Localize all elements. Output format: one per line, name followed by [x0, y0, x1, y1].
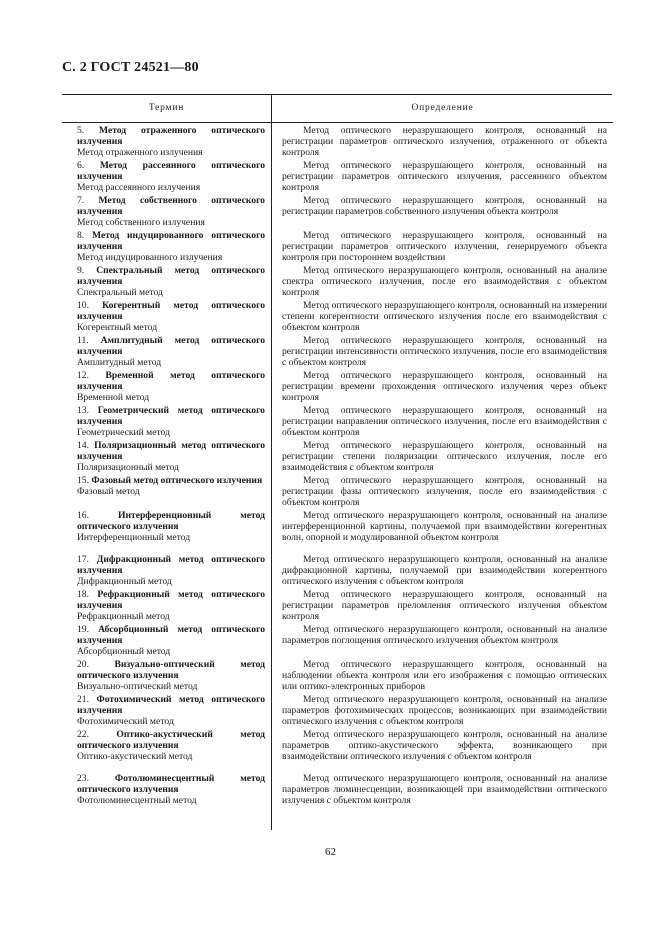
term-name	[77, 694, 265, 716]
term-alias: Геометрический метод	[77, 427, 170, 438]
table-row	[62, 160, 612, 193]
definition-cell: Метод оптического неразрушающего контроля, основанный на регистрации фазы оптического излучения, после его взаимодействия с объектом контроля	[282, 475, 607, 508]
definition-cell: Метод оптического неразрушающего контроля, основанный на анализе спектра оптического излучения, после его взаимодействия с объектом контроля	[282, 265, 607, 298]
term-number: 8.	[77, 230, 85, 241]
table-row	[62, 624, 612, 657]
definition-cell: Метод оптического неразрушающего контроля, основанный на регистрации параметров собственного излучения объекта контроля	[282, 195, 607, 217]
term-number: 6.	[77, 160, 85, 171]
term-number: 22.	[77, 729, 89, 740]
definition-cell: Метод оптического неразрушающего контроля, основанный на регистрации интенсивности оптического излучения, после его взаимодействия с объектом контроля	[282, 335, 607, 368]
definition-cell: Метод оптического неразрушающего контроля, основанный на анализе параметров оптико-акустического эффекта, возникающего при взаимодействии оптического излучения с объектом контроля	[282, 729, 607, 762]
term-column-header: Термин	[62, 95, 271, 123]
term-title: Метод индуцированного оптического излучения	[77, 230, 265, 252]
term-cell	[62, 510, 265, 543]
page-header: С. 2 ГОСТ 24521—80	[62, 60, 199, 75]
term-alias: Метод собственного излучения	[77, 217, 205, 228]
term-number: 13.	[77, 405, 89, 416]
term-cell	[62, 300, 265, 333]
definition-cell: Метод оптического неразрушающего контроля, основанный на регистрации параметров преломления оптического излучения объектом контроля	[282, 589, 607, 622]
term-title: Фотолюминесцентный метод оптического излучения	[77, 773, 265, 795]
definition-cell: Метод оптического неразрушающего контроля, основанный на измерении степени когерентности оптического излучения после его взаимодействия с объектом контроля	[282, 300, 607, 333]
term-cell	[62, 370, 265, 403]
term-title: Рефракционный метод оптического излучения	[77, 589, 265, 611]
table-row	[62, 729, 612, 762]
term-alias: Визуально-оптический метод	[77, 681, 198, 692]
term-cell	[62, 195, 265, 228]
term-name	[77, 475, 265, 486]
term-alias: Абсорбционный метод	[77, 646, 171, 657]
table-row	[62, 773, 612, 806]
table-row	[62, 475, 612, 508]
table-row	[62, 440, 612, 473]
term-alias: Метод отраженного излучения	[77, 147, 203, 158]
term-alias: Метод индуцированного излучения	[77, 252, 223, 263]
term-title: Спектральный метод оптического излучения	[77, 265, 265, 287]
term-name	[77, 370, 265, 392]
terms-table	[62, 94, 612, 830]
table-rows	[62, 125, 612, 808]
term-alias: Амплитудный метод	[77, 357, 162, 368]
definition-cell: Метод оптического неразрушающего контроля, основанный на регистрации параметров оптического излучения, рассеянного объектом контроля	[282, 160, 607, 193]
definition-cell: Метод оптического неразрушающего контроля, основанный на анализе интерференционной картины, получаемой при взаимодействии когерентных волн, опорной и модулированной объектом контроля	[282, 510, 607, 543]
term-title: Амплитудный метод оптического излучения	[77, 335, 265, 357]
term-number: 9.	[77, 265, 85, 276]
term-alias: Спектральный метод	[77, 287, 163, 298]
term-name	[77, 440, 265, 462]
term-name	[77, 659, 265, 681]
term-name	[77, 510, 265, 532]
definition-cell: Метод оптического неразрушающего контроля, основанный на анализе параметров люминесценции, возникающей при взаимодействии оптического излучения с объектом контроля	[282, 773, 607, 806]
term-cell	[62, 729, 265, 762]
definition-cell: Метод оптического неразрушающего контроля, основанный на анализе дифракционной картины, получаемой при взаимодействии когерентного оптического излучения с объектом контроля	[282, 554, 607, 587]
term-name	[77, 265, 265, 287]
term-name	[77, 335, 265, 357]
definition-cell: Метод оптического неразрушающего контроля, основанный на регистрации параметров оптического излучения, отраженного от объекта контроля	[282, 125, 607, 158]
term-name	[77, 773, 265, 795]
term-cell	[62, 554, 265, 587]
term-title: Абсорбционный метод оптического излучения	[77, 624, 265, 646]
definition-cell: Метод оптического неразрушающего контроля, основанный на регистрации степени поляризации оптического излучения, после его взаимодействия с объектом контроля	[282, 440, 607, 473]
definition-cell: Метод оптического неразрушающего контроля, основанный на регистрации направления оптического излучения, после его взаимодействия с объектом контроля	[282, 405, 607, 438]
page-number: 62	[325, 846, 336, 858]
term-number: 23.	[77, 773, 89, 784]
term-cell	[62, 440, 265, 473]
term-alias: Временной метод	[77, 392, 150, 403]
term-title: Когерентный метод оптического излучения	[77, 300, 265, 322]
table-row	[62, 300, 612, 333]
table-row	[62, 554, 612, 587]
term-title: Дифракционный метод оптического излучения	[77, 554, 266, 576]
definition-cell: Метод оптического неразрушающего контроля, основанный на наблюдении объекта контроля или его изображения с помощью оптических или оптико-электронных приборов	[282, 659, 607, 692]
term-number: 16.	[77, 510, 89, 521]
term-title: Фотохимический метод оптического излучения	[77, 694, 265, 716]
term-title: Метод собственного оптического излучения	[77, 195, 265, 217]
term-cell	[62, 230, 265, 263]
term-cell	[62, 125, 265, 158]
term-title: Интерференционный метод оптического излучения	[77, 510, 265, 532]
term-alias: Рефракционный метод	[77, 611, 170, 622]
term-cell	[62, 624, 265, 657]
term-cell	[62, 659, 265, 692]
term-cell	[62, 475, 265, 508]
table-row	[62, 230, 612, 263]
term-title: Метод рассеянного оптического излучения	[77, 160, 265, 182]
table-row	[62, 335, 612, 368]
term-name	[77, 195, 265, 217]
term-number: 11.	[77, 335, 89, 346]
term-name	[77, 230, 265, 252]
table-row	[62, 589, 612, 622]
term-number: 18.	[77, 589, 89, 600]
term-cell	[62, 694, 265, 727]
term-number: 17.	[77, 554, 89, 565]
term-cell	[62, 265, 265, 298]
definition-cell: Метод оптического неразрушающего контроля, основанный на регистрации параметров оптического излучения, генерируемого объекта контроля при постороннем воздействии	[282, 230, 607, 263]
term-name	[77, 300, 265, 322]
term-number: 14.	[77, 440, 89, 451]
table-row	[62, 659, 612, 692]
term-alias: Оптико-акустический метод	[77, 751, 193, 762]
term-title: Фазовый метод оптического излучения	[91, 475, 263, 486]
term-name	[77, 589, 265, 611]
definition-cell: Метод оптического неразрушающего контроля, основанный на анализе параметров фотохимических процессов, возникающих при взаимодействии оптического излучения с объектом контроля	[282, 694, 607, 727]
table-row	[62, 125, 612, 158]
term-title: Временной метод оптического излучения	[77, 370, 265, 392]
table-row	[62, 405, 612, 438]
term-cell	[62, 335, 265, 368]
term-number: 7.	[77, 195, 85, 206]
term-cell	[62, 405, 265, 438]
term-number: 12.	[77, 370, 89, 381]
definition-column-header: Определение	[271, 95, 613, 123]
term-title: Метод отраженного оптического излучения	[77, 125, 265, 147]
term-alias: Интерференционный метод	[77, 532, 191, 543]
term-alias: Фазовый метод	[77, 486, 140, 497]
term-number: 10.	[77, 300, 89, 311]
term-number: 5.	[77, 125, 85, 136]
term-title: Оптико-акустический метод оптического излучения	[77, 729, 265, 751]
term-alias: Фотохимический метод	[77, 716, 174, 727]
table-row	[62, 195, 612, 228]
table-row	[62, 370, 612, 403]
table-row	[62, 510, 612, 543]
term-alias: Фотолюминесцентный метод	[77, 795, 197, 806]
term-number: 21.	[77, 694, 89, 705]
term-title: Поляризационный метод оптического излучения	[77, 440, 265, 462]
term-number: 20.	[77, 659, 89, 670]
term-cell	[62, 160, 265, 193]
term-name	[77, 729, 265, 751]
term-cell	[62, 589, 265, 622]
table-row	[62, 694, 612, 727]
term-number: 15.	[77, 475, 89, 486]
definition-cell: Метод оптического неразрушающего контроля, основанный на регистрации времени прохождения оптического излучения через объект контроля	[282, 370, 607, 403]
term-name	[77, 624, 265, 646]
term-cell	[62, 773, 265, 806]
term-alias: Поляризационный метод	[77, 462, 179, 473]
table-row	[62, 265, 612, 298]
term-name	[77, 125, 265, 147]
term-name	[77, 554, 265, 576]
term-alias: Дифракционный метод	[77, 576, 172, 587]
term-name	[77, 160, 265, 182]
term-title: Визуально-оптический метод оптического излучения	[77, 659, 265, 681]
term-title: Геометрический метод оптического излучения	[77, 405, 265, 427]
definition-cell: Метод оптического неразрушающего контроля, основанный на анализе параметров поглощения оптического излучения объектом контроля	[282, 624, 607, 646]
term-name	[77, 405, 265, 427]
term-alias: Когерентный метод	[77, 322, 158, 333]
term-alias: Метод рассеянного излучения	[77, 182, 201, 193]
term-number: 19.	[77, 624, 89, 635]
